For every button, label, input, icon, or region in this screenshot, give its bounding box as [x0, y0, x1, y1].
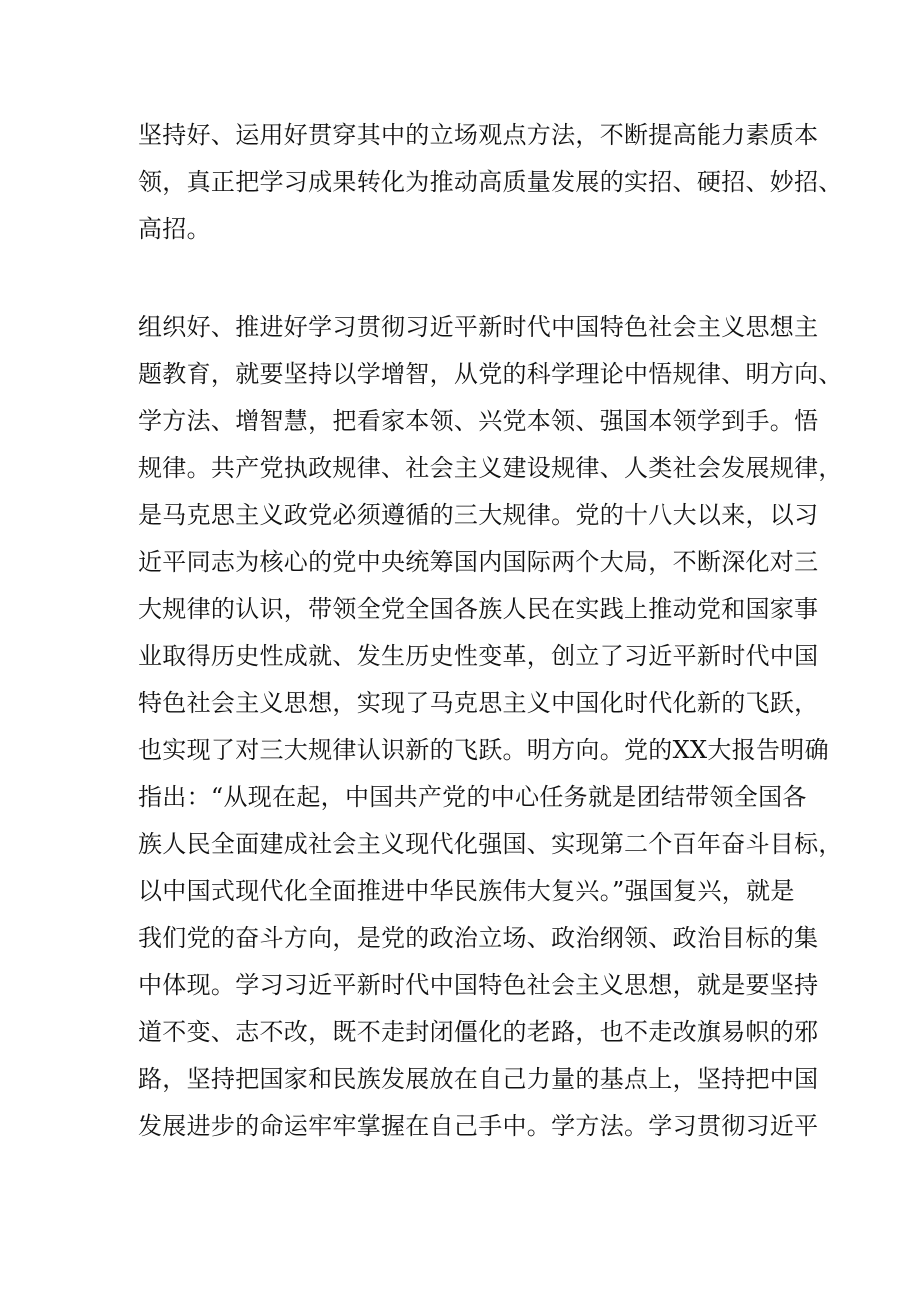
paragraph-2-line-5: 是马克思主义政党必须遵循的三大规律。党的十八大以来，以习 [138, 501, 819, 529]
paragraph-2-line-13: 以中国式现代化全面推进中华民族伟大复兴。”强国复兴，就是 [138, 877, 795, 905]
paragraph-2-line-11: 指出：“从现在起，中国共产党的中心任务就是团结带领全国各 [138, 783, 807, 811]
paragraph-2-line-8: 业取得历史性成就、发生历史性变革，创立了习近平新时代中国 [138, 642, 819, 670]
paragraph-2-line-12: 族人民全面建成社会主义现代化强国、实现第二个百年奋斗目标， [138, 830, 843, 858]
paragraph-2-line-2: 题教育，就要坚持以学增智，从党的科学理论中悟规律、明方向、 [138, 360, 843, 388]
paragraph-2-line-14: 我们党的奋斗方向，是党的政治立场、政治纲领、政治目标的集 [138, 924, 819, 952]
paragraph-1-line-1: 坚持好、运用好贯穿其中的立场观点方法，不断提高能力素质本 [138, 121, 819, 149]
paragraph-2-line-16: 道不变、志不改，既不走封闭僵化的老路，也不走改旗易帜的邪 [138, 1018, 819, 1046]
paragraph-2-line-4: 规律。共产党执政规律、社会主义建设规律、人类社会发展规律， [138, 454, 843, 482]
paragraph-2-line-17: 路，坚持把国家和民族发展放在自己力量的基点上，坚持把中国 [138, 1065, 819, 1093]
paragraph-2-line-10: 也实现了对三大规律认识新的飞跃。明方向。党的XX大报告明确 [138, 736, 829, 764]
paragraph-2-line-1: 组织好、推进好学习贯彻习近平新时代中国特色社会主义思想主 [138, 313, 819, 341]
paragraph-2-line-18: 发展进步的命运牢牢掌握在自己手中。学方法。学习贯彻习近平 [138, 1112, 819, 1140]
paragraph-2-line-6: 近平同志为核心的党中央统筹国内国际两个大局，不断深化对三 [138, 548, 819, 576]
paragraph-2-line-9: 特色社会主义思想，实现了马克思主义中国化时代化新的飞跃， [138, 689, 819, 717]
paragraph-2-line-3: 学方法、增智慧，把看家本领、兴党本领、强国本领学到手。悟 [138, 407, 819, 435]
paragraph-1-line-2: 领，真正把学习成果转化为推动高质量发展的实招、硬招、妙招、 [138, 168, 843, 196]
paragraph-1-line-3: 高招。 [138, 215, 211, 243]
paragraph-2-line-7: 大规律的认识，带领全党全国各族人民在实践上推动党和国家事 [138, 595, 819, 623]
paragraph-2-line-15: 中体现。学习习近平新时代中国特色社会主义思想，就是要坚持 [138, 971, 819, 999]
